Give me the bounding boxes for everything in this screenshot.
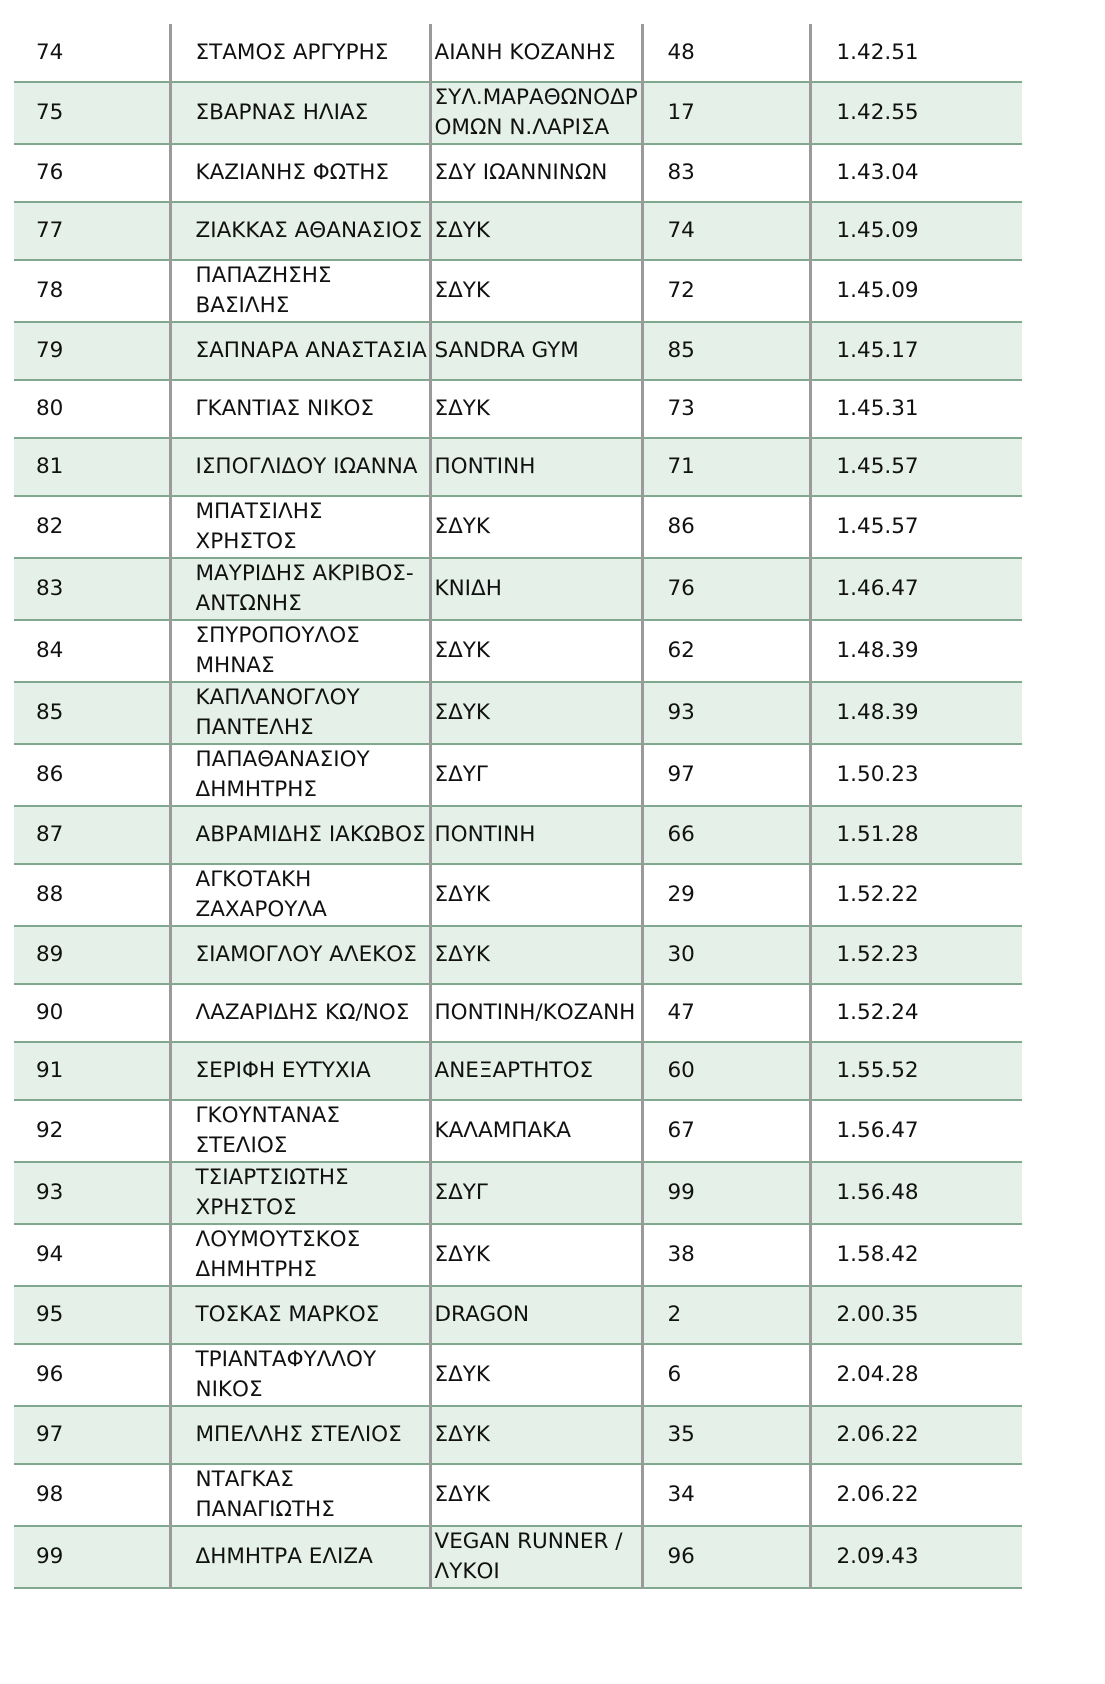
club-cell: ΣΔΥΚ: [430, 380, 642, 438]
runner-name-cell: ΛΑΖΑΡΙΔΗΣ ΚΩ/ΝΟΣ: [170, 984, 430, 1042]
runner-name-cell: ΖΙΑΚΚΑΣ ΑΘΑΝΑΣΙΟΣ: [170, 202, 430, 260]
position-cell: 92: [14, 1100, 170, 1162]
club-cell: ΑΝΕΞΑΡΤΗΤΟΣ: [430, 1042, 642, 1100]
runner-name-cell: ΤΟΣΚΑΣ ΜΑΡΚΟΣ: [170, 1286, 430, 1344]
table-row: [14, 1286, 1022, 1344]
results-table: [14, 24, 1022, 1589]
bib-number-cell: 74: [642, 202, 810, 260]
bib-number-cell: 48: [642, 24, 810, 82]
table-row: [14, 806, 1022, 864]
table-row: [14, 144, 1022, 202]
runner-name-cell: ΣΠΥΡΟΠΟΥΛΟΣ ΜΗΝΑΣ: [170, 620, 430, 682]
club-cell: ΣΔΥΚ: [430, 864, 642, 926]
club-cell: ΣΔΥΚ: [430, 1224, 642, 1286]
position-cell: 89: [14, 926, 170, 984]
bib-number-cell: 96: [642, 1526, 810, 1588]
finish-time-cell: 1.45.09: [810, 202, 1022, 260]
position-cell: 76: [14, 144, 170, 202]
position-cell: 87: [14, 806, 170, 864]
club-cell: ΣΔΥΚ: [430, 1406, 642, 1464]
bib-number-cell: 83: [642, 144, 810, 202]
club-cell: ΣΔΥΓ: [430, 744, 642, 806]
table-row: [14, 202, 1022, 260]
position-cell: 74: [14, 24, 170, 82]
position-cell: 80: [14, 380, 170, 438]
runner-name-cell: ΤΣΙΑΡΤΣΙΩΤΗΣ ΧΡΗΣΤΟΣ: [170, 1162, 430, 1224]
table-row: [14, 926, 1022, 984]
position-cell: 81: [14, 438, 170, 496]
bib-number-cell: 30: [642, 926, 810, 984]
club-cell: ΚΑΛΑΜΠΑΚΑ: [430, 1100, 642, 1162]
table-row: [14, 260, 1022, 322]
bib-number-cell: 35: [642, 1406, 810, 1464]
table-row: [14, 1162, 1022, 1224]
table-row: [14, 1464, 1022, 1526]
finish-time-cell: 1.46.47: [810, 558, 1022, 620]
finish-time-cell: 1.51.28: [810, 806, 1022, 864]
finish-time-cell: 1.56.48: [810, 1162, 1022, 1224]
runner-name-cell: ΛΟΥΜΟΥΤΣΚΟΣ ΔΗΜΗΤΡΗΣ: [170, 1224, 430, 1286]
position-cell: 78: [14, 260, 170, 322]
position-cell: 94: [14, 1224, 170, 1286]
table-row: [14, 322, 1022, 380]
club-cell: ΣΔΥΚ: [430, 202, 642, 260]
finish-time-cell: 1.58.42: [810, 1224, 1022, 1286]
table-row: [14, 984, 1022, 1042]
position-cell: 84: [14, 620, 170, 682]
club-cell: ΣΔΥΚ: [430, 620, 642, 682]
table-row: [14, 380, 1022, 438]
bib-number-cell: 60: [642, 1042, 810, 1100]
club-cell: ΣΔΥ ΙΩΑΝΝΙΝΩΝ: [430, 144, 642, 202]
bib-number-cell: 47: [642, 984, 810, 1042]
bib-number-cell: 93: [642, 682, 810, 744]
club-cell: ΠΟΝΤΙΝΗ: [430, 438, 642, 496]
table-row: [14, 496, 1022, 558]
position-cell: 91: [14, 1042, 170, 1100]
table-row: [14, 864, 1022, 926]
bib-number-cell: 2: [642, 1286, 810, 1344]
finish-time-cell: 2.04.28: [810, 1344, 1022, 1406]
finish-time-cell: 1.56.47: [810, 1100, 1022, 1162]
runner-name-cell: ΔΗΜΗΤΡΑ ΕΛΙΖΑ: [170, 1526, 430, 1588]
bib-number-cell: 17: [642, 82, 810, 144]
bib-number-cell: 67: [642, 1100, 810, 1162]
position-cell: 96: [14, 1344, 170, 1406]
position-cell: 79: [14, 322, 170, 380]
finish-time-cell: 1.45.57: [810, 496, 1022, 558]
finish-time-cell: 1.45.57: [810, 438, 1022, 496]
bib-number-cell: 34: [642, 1464, 810, 1526]
finish-time-cell: 1.50.23: [810, 744, 1022, 806]
finish-time-cell: 1.45.31: [810, 380, 1022, 438]
position-cell: 82: [14, 496, 170, 558]
club-cell: ΣΔΥΚ: [430, 926, 642, 984]
position-cell: 90: [14, 984, 170, 1042]
bib-number-cell: 72: [642, 260, 810, 322]
position-cell: 77: [14, 202, 170, 260]
table-row: [14, 620, 1022, 682]
table-row: [14, 1100, 1022, 1162]
runner-name-cell: ΓΚΟΥΝΤΑΝΑΣ ΣΤΕΛΙΟΣ: [170, 1100, 430, 1162]
position-cell: 75: [14, 82, 170, 144]
bib-number-cell: 76: [642, 558, 810, 620]
finish-time-cell: 2.06.22: [810, 1464, 1022, 1526]
position-cell: 85: [14, 682, 170, 744]
club-cell: VEGAN RUNNER / ΛΥΚΟΙ: [430, 1526, 642, 1588]
finish-time-cell: 2.09.43: [810, 1526, 1022, 1588]
runner-name-cell: ΜΠΕΛΛΗΣ ΣΤΕΛΙΟΣ: [170, 1406, 430, 1464]
runner-name-cell: ΓΚΑΝΤΙΑΣ ΝΙΚΟΣ: [170, 380, 430, 438]
runner-name-cell: ΣΒΑΡΝΑΣ ΗΛΙΑΣ: [170, 82, 430, 144]
club-cell: ΣΔΥΚ: [430, 1464, 642, 1526]
bib-number-cell: 6: [642, 1344, 810, 1406]
runner-name-cell: ΠΑΠΑΘΑΝΑΣΙΟΥ ΔΗΜΗΤΡΗΣ: [170, 744, 430, 806]
finish-time-cell: 1.52.24: [810, 984, 1022, 1042]
table-row: [14, 82, 1022, 144]
club-cell: SANDRA GYM: [430, 322, 642, 380]
finish-time-cell: 1.52.23: [810, 926, 1022, 984]
club-cell: ΣΔΥΚ: [430, 1344, 642, 1406]
table-row: [14, 558, 1022, 620]
table-row: [14, 24, 1022, 82]
finish-time-cell: 1.42.55: [810, 82, 1022, 144]
table-row: [14, 682, 1022, 744]
runner-name-cell: ΜΑΥΡΙΔΗΣ ΑΚΡΙΒΟΣ-ΑΝΤΩΝΗΣ: [170, 558, 430, 620]
club-cell: ΣΔΥΓ: [430, 1162, 642, 1224]
table-row: [14, 1344, 1022, 1406]
bib-number-cell: 71: [642, 438, 810, 496]
bib-number-cell: 86: [642, 496, 810, 558]
position-cell: 97: [14, 1406, 170, 1464]
finish-time-cell: 1.48.39: [810, 620, 1022, 682]
club-cell: ΚΝΙΔΗ: [430, 558, 642, 620]
finish-time-cell: 1.55.52: [810, 1042, 1022, 1100]
finish-time-cell: 1.45.17: [810, 322, 1022, 380]
club-cell: ΠΟΝΤΙΝΗ: [430, 806, 642, 864]
bib-number-cell: 38: [642, 1224, 810, 1286]
table-row: [14, 1224, 1022, 1286]
finish-time-cell: 1.45.09: [810, 260, 1022, 322]
finish-time-cell: 2.06.22: [810, 1406, 1022, 1464]
finish-time-cell: 1.42.51: [836, 39, 919, 65]
finish-time-cell: 1.48.39: [810, 682, 1022, 744]
runner-name-cell: ΑΓΚΟΤΑΚΗ ΖΑΧΑΡΟΥΛΑ: [170, 864, 430, 926]
finish-time-cell: 2.00.35: [810, 1286, 1022, 1344]
runner-name-cell: ΑΒΡΑΜΙΔΗΣ ΙΑΚΩΒΟΣ: [170, 806, 430, 864]
position-cell: 88: [14, 864, 170, 926]
position-cell: 99: [14, 1526, 170, 1588]
runner-name-cell: ΣΤΑΜΟΣ ΑΡΓΥΡΗΣ: [170, 24, 430, 82]
runner-name-cell: ΙΣΠΟΓΛΙΔΟΥ ΙΩΑΝΝΑ: [170, 438, 430, 496]
position-cell: 83: [14, 558, 170, 620]
finish-time-cell: 1.43.04: [810, 144, 1022, 202]
runner-name-cell: ΚΑΖΙΑΝΗΣ ΦΩΤΗΣ: [170, 144, 430, 202]
position-cell: 95: [14, 1286, 170, 1344]
table-row: [14, 438, 1022, 496]
position-cell: 86: [14, 744, 170, 806]
bib-number-cell: 99: [642, 1162, 810, 1224]
club-cell: ΣΥΛ.ΜΑΡΑΘΩΝΟΔΡ ΟΜΩΝ Ν.ΛΑΡΙΣΑ: [430, 82, 642, 144]
runner-name-cell: ΜΠΑΤΣΙΛΗΣ ΧΡΗΣΤΟΣ: [170, 496, 430, 558]
finish-time-cell: 1.52.22: [810, 864, 1022, 926]
bib-number-cell: 66: [642, 806, 810, 864]
bib-number-cell: 29: [642, 864, 810, 926]
runner-name-cell: ΤΡΙΑΝΤΑΦΥΛΛΟΥ ΝΙΚΟΣ: [170, 1344, 430, 1406]
bib-number-cell: 97: [642, 744, 810, 806]
club-cell: ΠΟΝΤΙΝΗ/ΚΟΖΑΝΗ: [430, 984, 642, 1042]
table-row: [14, 1406, 1022, 1464]
table-row: [14, 744, 1022, 806]
bib-number-cell: 62: [642, 620, 810, 682]
runner-name-cell: ΠΑΠΑΖΗΣΗΣ ΒΑΣΙΛΗΣ: [170, 260, 430, 322]
runner-name-cell: ΝΤΑΓΚΑΣ ΠΑΝΑΓΙΩΤΗΣ: [170, 1464, 430, 1526]
runner-name-cell: ΣΕΡΙΦΗ ΕΥΤΥΧΙΑ: [170, 1042, 430, 1100]
club-cell: ΣΔΥΚ: [430, 682, 642, 744]
position-cell: 93: [14, 1162, 170, 1224]
runner-name-cell: ΣΙΑΜΟΓΛΟΥ ΑΛΕΚΟΣ: [170, 926, 430, 984]
runner-name-cell: ΣΑΠΝΑΡΑ ΑΝΑΣΤΑΣΙΑ: [170, 322, 430, 380]
club-cell: ΑΙΑΝΗ ΚΟΖΑΝΗΣ: [430, 24, 642, 82]
table-row: [14, 1042, 1022, 1100]
club-cell: ΣΔΥΚ: [430, 260, 642, 322]
club-cell: DRAGON: [430, 1286, 642, 1344]
bib-number-cell: 73: [642, 380, 810, 438]
position-cell: 98: [14, 1464, 170, 1526]
runner-name-cell: ΚΑΠΛΑΝΟΓΛΟΥ ΠΑΝΤΕΛΗΣ: [170, 682, 430, 744]
bib-number-cell: 85: [642, 322, 810, 380]
results-table-body: [14, 24, 1022, 1588]
table-row: [14, 1526, 1022, 1588]
club-cell: ΣΔΥΚ: [430, 496, 642, 558]
